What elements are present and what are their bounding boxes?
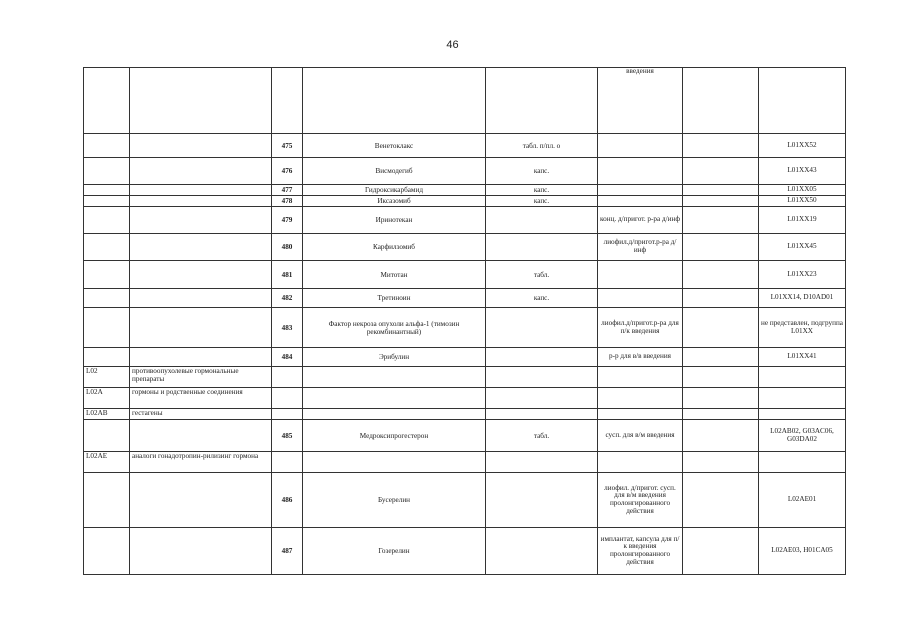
item-number: 480	[272, 234, 303, 261]
extra-cell	[683, 308, 759, 348]
item-number: 482	[272, 289, 303, 308]
extra-cell	[683, 473, 759, 528]
extra-cell	[683, 207, 759, 234]
dosage-form	[486, 234, 598, 261]
table-row	[84, 261, 846, 289]
atc-code: L01XX45	[759, 234, 846, 261]
item-number: 485	[272, 420, 303, 452]
extra-cell	[683, 528, 759, 575]
table-row	[84, 367, 846, 388]
drug-name	[303, 68, 486, 134]
table-row	[84, 68, 846, 134]
dosage-form	[486, 207, 598, 234]
dosage-form-secondary	[598, 158, 683, 185]
atc-code: L01XX52	[759, 134, 846, 158]
dosage-form-secondary	[598, 185, 683, 196]
group-description	[130, 528, 272, 575]
drug-name	[303, 367, 486, 388]
extra-cell	[683, 289, 759, 308]
extra-cell	[683, 388, 759, 409]
item-number: 477	[272, 185, 303, 196]
table-row	[84, 134, 846, 158]
atc-group-code	[84, 134, 130, 158]
extra-cell	[683, 261, 759, 289]
group-description: гестагены	[130, 409, 272, 420]
atc-code	[759, 367, 846, 388]
atc-code: L01XX50	[759, 196, 846, 207]
drug-name: Эрибулин	[303, 348, 486, 367]
dosage-form	[486, 452, 598, 473]
dosage-form-secondary: сусп. для в/м введения	[598, 420, 683, 452]
group-description: гормоны и родственные соединения	[130, 388, 272, 409]
dosage-form-secondary: р-р для в/в введения	[598, 348, 683, 367]
extra-cell	[683, 196, 759, 207]
atc-code: L02AB02, G03AC06, G03DA02	[759, 420, 846, 452]
drug-name: Третиноин	[303, 289, 486, 308]
group-description	[130, 420, 272, 452]
drug-name: Бусерелин	[303, 473, 486, 528]
group-description: аналоги гонадотропин-рилизинг гормона	[130, 452, 272, 473]
atc-code: L02AE03, H01CA05	[759, 528, 846, 575]
atc-group-code	[84, 207, 130, 234]
dosage-form-secondary	[598, 289, 683, 308]
item-number: 481	[272, 261, 303, 289]
extra-cell	[683, 68, 759, 134]
table-row	[84, 348, 846, 367]
group-description	[130, 134, 272, 158]
atc-group-code	[84, 528, 130, 575]
table-row	[84, 158, 846, 185]
atc-group-code	[84, 196, 130, 207]
table-row	[84, 289, 846, 308]
atc-code: L01XX19	[759, 207, 846, 234]
group-description	[130, 207, 272, 234]
extra-cell	[683, 367, 759, 388]
drug-name: Венетоклакс	[303, 134, 486, 158]
page-number: 46	[446, 39, 459, 51]
atc-code	[759, 452, 846, 473]
group-description	[130, 261, 272, 289]
atc-group-code	[84, 158, 130, 185]
dosage-form	[486, 308, 598, 348]
group-description	[130, 348, 272, 367]
extra-cell	[683, 185, 759, 196]
drug-name: Митотан	[303, 261, 486, 289]
item-number: 486	[272, 473, 303, 528]
item-number: 475	[272, 134, 303, 158]
dosage-form: табл.	[486, 261, 598, 289]
dosage-form: капс.	[486, 196, 598, 207]
dosage-form-secondary	[598, 409, 683, 420]
atc-group-code	[84, 473, 130, 528]
atc-code: не представлен, подгруппа L01XX	[759, 308, 846, 348]
atc-group-code: L02	[84, 367, 130, 388]
dosage-form-secondary	[598, 367, 683, 388]
table-row	[84, 234, 846, 261]
drug-name: Фактор некроза опухоли альфа-1 (тимозин рекомбинантный)	[303, 308, 486, 348]
table-row	[84, 207, 846, 234]
dosage-form	[486, 473, 598, 528]
item-number	[272, 388, 303, 409]
dosage-form-secondary: лиофил.д/пригот.р-ра для п/к введения	[598, 308, 683, 348]
extra-cell	[683, 158, 759, 185]
table-row	[84, 185, 846, 196]
atc-code	[759, 409, 846, 420]
atc-code: L01XX41	[759, 348, 846, 367]
atc-group-code	[84, 68, 130, 134]
dosage-form-secondary: лиофил. д/пригот. сусп. для в/м введения пролонгированного действия	[598, 473, 683, 528]
drug-name: Гидроксикарбамид	[303, 185, 486, 196]
drug-table	[83, 67, 846, 575]
dosage-form: капс.	[486, 185, 598, 196]
item-number: 476	[272, 158, 303, 185]
atc-group-code	[84, 261, 130, 289]
item-number	[272, 68, 303, 134]
dosage-form	[486, 528, 598, 575]
group-description	[130, 473, 272, 528]
item-number	[272, 409, 303, 420]
extra-cell	[683, 452, 759, 473]
extra-cell	[683, 234, 759, 261]
atc-code: L02AE01	[759, 473, 846, 528]
group-description	[130, 289, 272, 308]
item-number: 484	[272, 348, 303, 367]
group-description	[130, 185, 272, 196]
atc-group-code	[84, 234, 130, 261]
drug-name: Висмодегиб	[303, 158, 486, 185]
atc-code: L01XX05	[759, 185, 846, 196]
dosage-form-secondary: имплантат, капсула для п/к введения пролонгированного действия	[598, 528, 683, 575]
table-row	[84, 409, 846, 420]
atc-group-code: L02AE	[84, 452, 130, 473]
item-number	[272, 367, 303, 388]
table-row	[84, 196, 846, 207]
item-number: 483	[272, 308, 303, 348]
drug-name: Гозерелин	[303, 528, 486, 575]
table-row	[84, 452, 846, 473]
dosage-form-secondary	[598, 261, 683, 289]
group-description	[130, 158, 272, 185]
atc-group-code: L02A	[84, 388, 130, 409]
dosage-form-secondary: введения	[598, 68, 683, 134]
table-row	[84, 388, 846, 409]
table-row	[84, 308, 846, 348]
atc-group-code	[84, 348, 130, 367]
table-row	[84, 420, 846, 452]
dosage-form	[486, 409, 598, 420]
dosage-form	[486, 367, 598, 388]
group-description	[130, 234, 272, 261]
dosage-form: капс.	[486, 158, 598, 185]
dosage-form-secondary	[598, 196, 683, 207]
atc-group-code	[84, 185, 130, 196]
table-row	[84, 528, 846, 575]
drug-name	[303, 388, 486, 409]
group-description	[130, 68, 272, 134]
dosage-form-secondary	[598, 134, 683, 158]
extra-cell	[683, 348, 759, 367]
atc-code: L01XX23	[759, 261, 846, 289]
table-row	[84, 473, 846, 528]
group-description	[130, 196, 272, 207]
drug-name: Иринотекан	[303, 207, 486, 234]
group-description: противоопухолевые гормональные препараты	[130, 367, 272, 388]
dosage-form: табл. п/пл. о	[486, 134, 598, 158]
extra-cell	[683, 420, 759, 452]
drug-name: Иксазомиб	[303, 196, 486, 207]
atc-group-code	[84, 420, 130, 452]
drug-name	[303, 452, 486, 473]
dosage-form-secondary	[598, 452, 683, 473]
dosage-form-secondary	[598, 388, 683, 409]
atc-group-code	[84, 289, 130, 308]
dosage-form	[486, 68, 598, 134]
drug-name	[303, 409, 486, 420]
atc-code	[759, 68, 846, 134]
item-number: 487	[272, 528, 303, 575]
dosage-form: табл.	[486, 420, 598, 452]
dosage-form	[486, 388, 598, 409]
atc-code: L01XX14, D10AD01	[759, 289, 846, 308]
atc-group-code	[84, 308, 130, 348]
drug-name: Медроксипрогестерон	[303, 420, 486, 452]
dosage-form	[486, 348, 598, 367]
group-description	[130, 308, 272, 348]
item-number	[272, 452, 303, 473]
atc-code	[759, 388, 846, 409]
item-number: 479	[272, 207, 303, 234]
dosage-form-secondary: конц. д/пригот. р-ра д/инф	[598, 207, 683, 234]
dosage-form: капс.	[486, 289, 598, 308]
dosage-form-secondary: лиофил.д/пригот.р-ра д/инф	[598, 234, 683, 261]
item-number: 478	[272, 196, 303, 207]
drug-name: Карфилзомиб	[303, 234, 486, 261]
extra-cell	[683, 134, 759, 158]
atc-code: L01XX43	[759, 158, 846, 185]
atc-group-code: L02AB	[84, 409, 130, 420]
extra-cell	[683, 409, 759, 420]
